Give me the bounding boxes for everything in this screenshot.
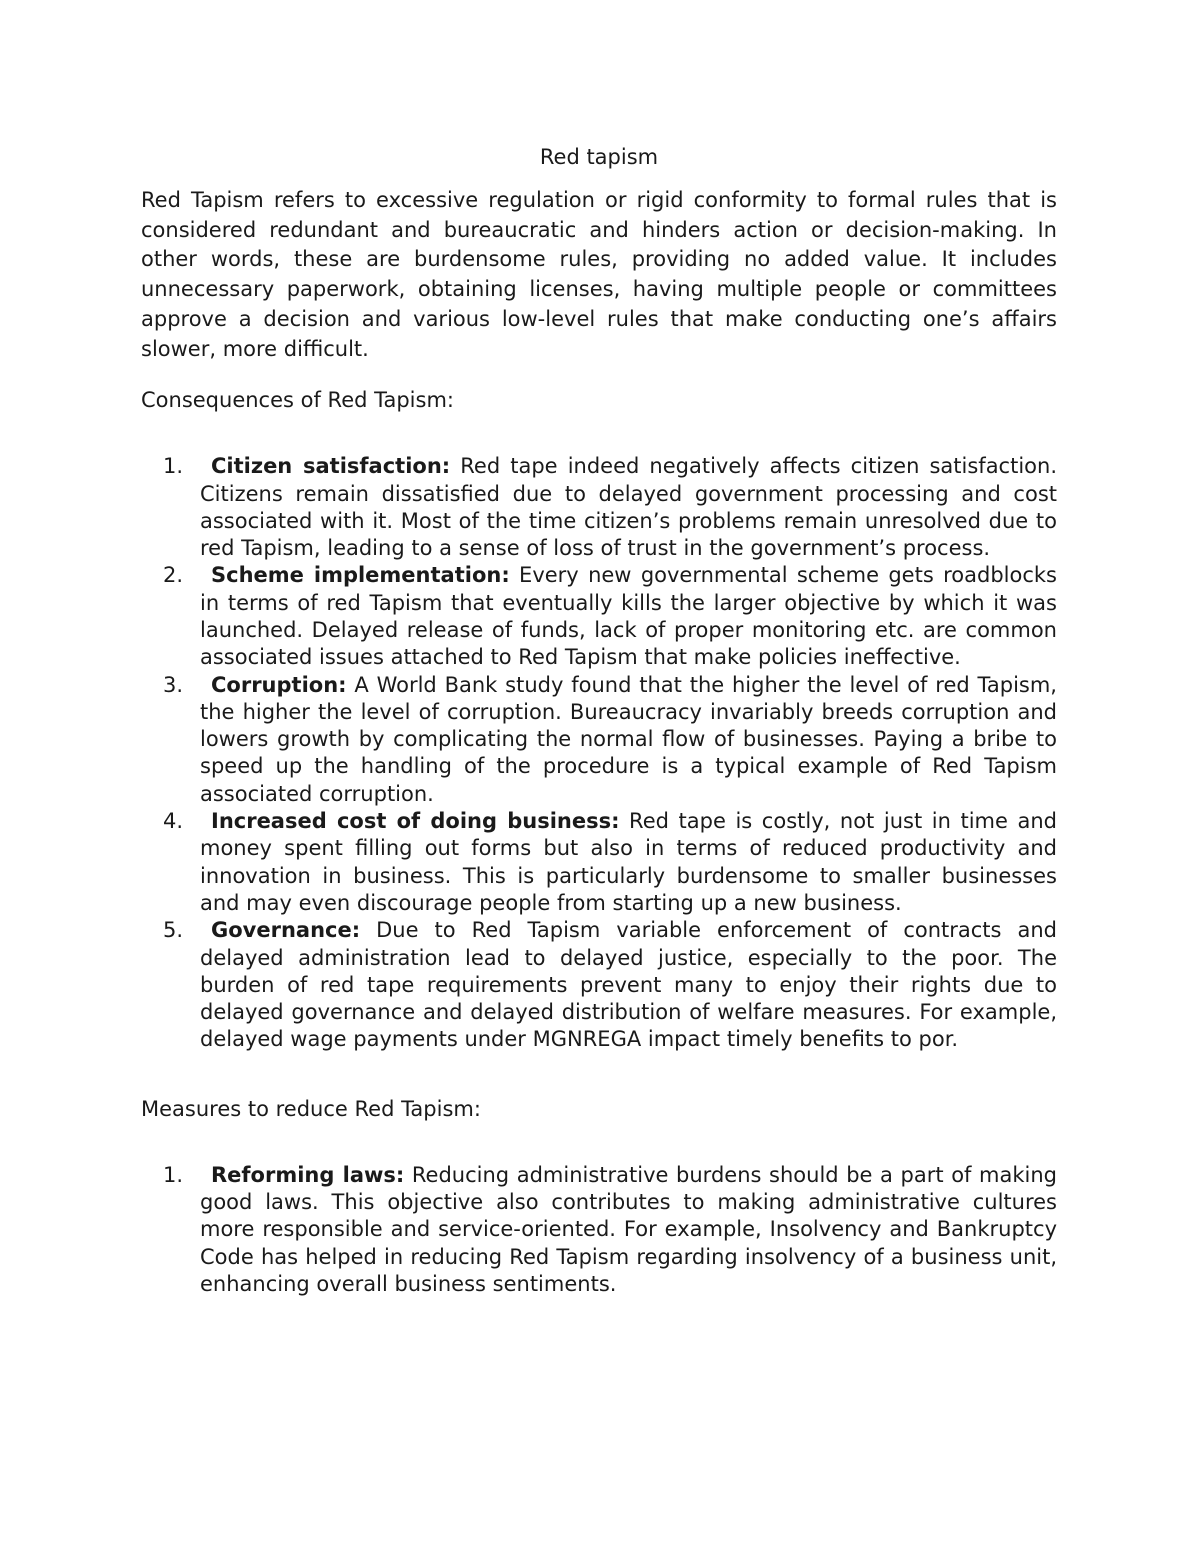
measures-heading: Measures to reduce Red Tapism: <box>141 1096 481 1121</box>
list-item-term: Citizen satisfaction: <box>211 454 451 479</box>
consequences-heading: Consequences of Red Tapism: <box>141 388 454 413</box>
measures-list <box>141 1162 1057 1298</box>
list-item <box>141 453 1057 562</box>
document-page <box>141 142 1057 1298</box>
list-item-text: Red tape is costly, not just in time and money spent filling out forms but also in terms of reduced productivity and innovation in business. This is particularly burdensome to smaller businesses and may even discourage people from starting up a new business. <box>200 809 1057 915</box>
list-item-number: 3. <box>163 672 184 697</box>
list-item <box>141 1162 1057 1298</box>
list-item-term: Increased cost of doing business: <box>211 809 620 834</box>
list-item-text: Due to Red Tapism variable enforcement of contracts and delayed administration lead to delayed justice, especially to the poor. The burden of red tape requirements prevent many to enjoy their rights due to delayed governance and delayed distribution of welfare measures. For example, delayed wage payments under MGNREGA impact timely benefits to por. <box>200 918 1057 1052</box>
list-item <box>141 808 1057 917</box>
list-item <box>141 917 1057 1053</box>
list-item-term: Governance: <box>211 918 361 943</box>
list-item-number: 1. <box>163 1162 184 1187</box>
list-item-text: Reducing administrative burdens should be a part of making good laws. This objective also contributes to making administrative cultures more responsible and service-oriented. For example, Insolvency and Bankruptcy Code has helped in reducing Red Tapism regarding insolvency of a business unit, enhancing overall business sentiments. <box>200 1162 1057 1296</box>
list-item <box>141 562 1057 671</box>
list-item-text: Every new governmental scheme gets roadblocks in terms of red Tapism that eventually kills the larger objective by which it was launched. Delayed release of funds, lack of proper monitoring etc. are common associated issues attached to Red Tapism that make policies ineffective. <box>200 563 1057 670</box>
list-item-number: 1. <box>163 454 184 479</box>
document-title: Red tapism <box>539 145 659 169</box>
list-item-term: Scheme implementation: <box>211 563 510 588</box>
list-item-number: 4. <box>163 809 184 834</box>
list-item-term: Corruption: <box>211 672 347 697</box>
list-item-number: 2. <box>163 563 184 588</box>
list-item-text: A World Bank study found that the higher the level of red Tapism, the higher the level of corruption. Bureaucracy invariably breeds corruption and lowers growth by complicating the normal flow of businesses. Paying a bribe to speed up the handling of the procedure is a typical example of Red Tapism associated corruption. <box>200 672 1057 806</box>
intro-paragraph: Red Tapism refers to excessive regulation or rigid conformity to formal rules that is considered redundant and bureaucratic and hinders action or decision-making. In other words, these are burdensome rules, providing no added value. It includes unnecessary paperwork, obtaining licenses, having multiple people or committees approve a decision and various low-level rules that make conducting one’s affairs slower, more difficult. <box>141 188 1057 361</box>
consequences-list <box>141 453 1057 1054</box>
list-item-text: Red tape indeed negatively affects citizen satisfaction. Citizens remain dissatisfied due to delayed government processing and cost associated with it. Most of the time citizen’s problems remain unresolved due to red Tapism, leading to a sense of loss of trust in the government’s process. <box>200 454 1058 561</box>
list-item-number: 5. <box>163 918 184 943</box>
list-item <box>141 672 1057 808</box>
list-item-term: Reforming laws: <box>211 1162 405 1187</box>
